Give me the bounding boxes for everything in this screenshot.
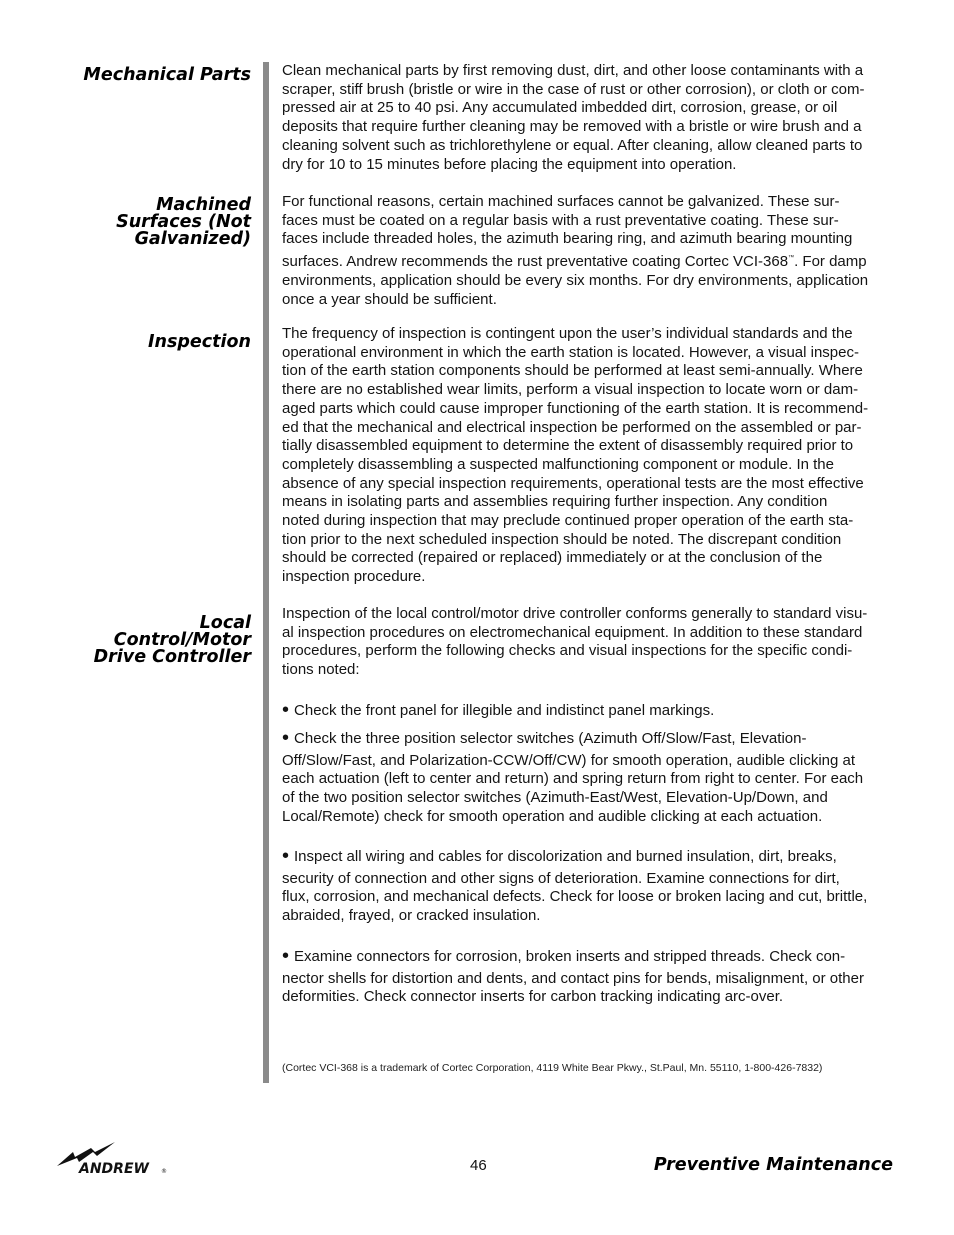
section-divider-bar bbox=[263, 62, 269, 1083]
heading-machined-surfaces: Machined Surfaces (Not Galvanized) bbox=[116, 195, 251, 249]
paragraph-inspection: The frequency of inspection is contingent upon the user’s individual standards and the operational environment in which the earth station is located. However, a visual inspec- tion of the earth station components should be performed at least semi-annually. Where there are no established wear limits, perform a visual inspection to locate worn or dam- aged parts which could cause improper functioning of the earth station. It is recommend- ed that the mechanical and electrical inspection be performed on the assembled or par- tially disassembled equipment to determine the extent of disassembly required prior to completely disassembling a suspected malfunctioning component or module. In the absence of any special inspection requirements, operational tests are the most effective means in isolating parts and assemblies requiring further inspection. Any condition noted during inspection that may preclude continued proper operation of the earth sta- tion prior to the next scheduled inspection should be noted. The discrepant condition should be corrected (repaired or replaced) immediately or at the conclusion of the inspection procedure. bbox=[282, 325, 869, 586]
trademark-symbol: ™ bbox=[788, 255, 795, 262]
paragraph-local-control: Inspection of the local control/motor drive controller conforms generally to standard visu- al inspection procedures on electromechanical equipment. In addition to these standard procedures, perform the following checks and visual inspections for the specific condi- tions noted: bbox=[282, 605, 868, 679]
bullet-item: • Examine connectors for corrosion, broken inserts and stripped threads. Check con- nector shells for distortion and dents, and contact pins for bends, misalignment, or other deformities. Check connector inserts for carbon tracking indicating arc-over. bbox=[282, 946, 900, 1007]
trademark-footnote: (Cortec VCI-368 is a trademark of Cortec Corporation, 4119 White Bear Pkwy., St.Paul, Mn. 55110, 1-800-426-7832) bbox=[282, 1062, 823, 1074]
heading-mechanical-parts: Mechanical Parts bbox=[83, 65, 251, 85]
heading-local-control-motor-drive: Local Control/Motor Drive Controller bbox=[93, 613, 251, 667]
bullet-item: • Check the three position selector switches (Azimuth Off/Slow/Fast, Elevation- Off/Slow/Fast, and Polarization-CCW/Off/CW) for smooth operation, audible clicking at each actuation (left to center and return) and spring return from right to center. For each of the two position selector switches (Azimuth-East/West, Elevation-Up/Down, and Local/Remote) check for smooth operation and audible clicking at each actuation. bbox=[282, 728, 900, 827]
page-number: 46 bbox=[470, 1157, 487, 1174]
bullet-item: • Check the front panel for illegible and indistinct panel markings. bbox=[282, 700, 900, 724]
bullet-item: • Inspect all wiring and cables for discolorization and burned insulation, dirt, breaks, security of connection and other signs of deterioration. Examine connections for dirt, flux, corrosion, and mechanical defects. Check for loose or broken lacing and cut, brittle, abraided, frayed, or cracked insulation. bbox=[282, 846, 900, 926]
heading-inspection: Inspection bbox=[147, 332, 251, 352]
footer-title: Preventive Maintenance bbox=[653, 1155, 893, 1175]
paragraph-mechanical-parts: Clean mechanical parts by first removing dust, dirt, and other loose contaminants with a scraper, stiff brush (bristle or wire in the case of rust or other corrosion), or cloth or com- pressed air at 25 to 40 psi. Any accumulated imbedded dirt, corrosion, grease, or oil deposits that require further cleaning may be removed with a bristle or wire brush and a cleaning solvent such as trichlorethylene or equal. After cleaning, allow cleaned parts to dry for 10 to 15 minutes before placing the equipment into operation. bbox=[282, 62, 865, 173]
logo-text: ANDREW bbox=[79, 1161, 149, 1176]
andrew-logo-icon bbox=[55, 1140, 170, 1176]
paragraph-machined-surfaces: For functional reasons, certain machined surfaces cannot be galvanized. These sur- faces must be coated on a regular basis with a rust preventative coating. These sur- faces include threaded holes, the azimuth bearing ring, and azimuth bearing mounting surfaces. Andrew recommends the rust preventative coating Cortec VCI-368™. For damp environments, application should be every six months. For dry environments, application once a year should be sufficient. bbox=[282, 193, 869, 308]
logo-registered-mark: ® bbox=[161, 1168, 167, 1175]
